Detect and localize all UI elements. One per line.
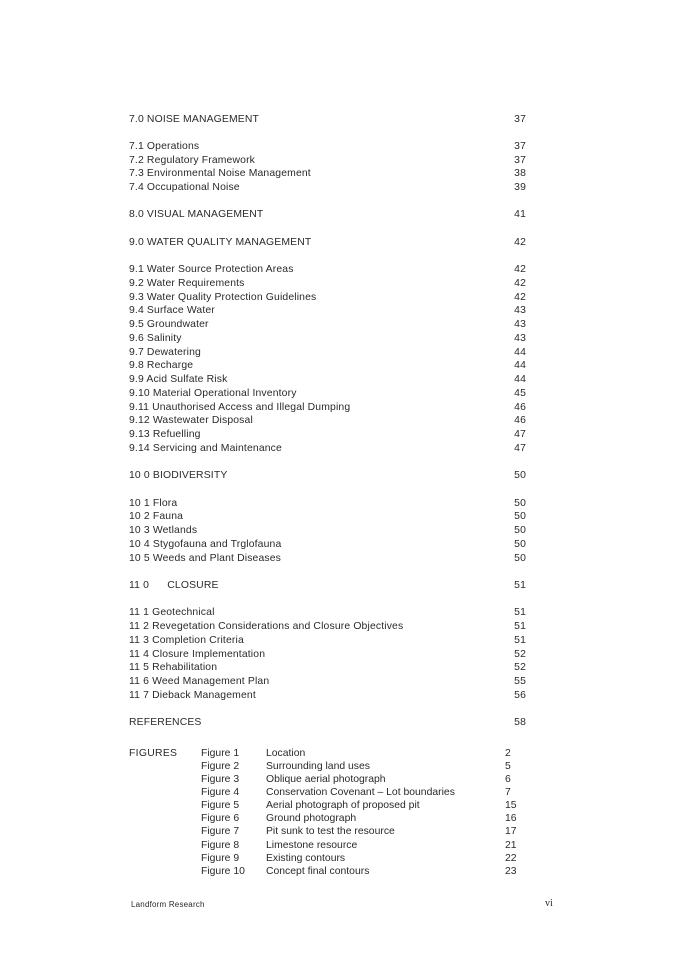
toc-page: 50 [514, 553, 526, 564]
toc-title: 11 1 Geotechnical [129, 607, 215, 618]
toc-title: 10 1 Flora [129, 498, 178, 509]
toc-title: 7.4 Occupational Noise [129, 182, 240, 193]
toc-page: 42 [514, 278, 526, 289]
toc-title: 9.5 Groundwater [129, 319, 209, 330]
toc-entry [129, 113, 526, 127]
figure-entry [0, 760, 511, 774]
figure-page: 5 [505, 761, 511, 772]
toc-title: 11 2 Revegetation Considerations and Closure Objectives [129, 621, 404, 632]
toc-title: 9.10 Material Operational Inventory [129, 388, 297, 399]
toc-entry [129, 620, 526, 634]
figure-label: Figure 6 [201, 813, 240, 824]
figure-label: Figure 8 [201, 840, 240, 851]
toc-title: 9.8 Recharge [129, 360, 194, 371]
figure-label: Figure 3 [201, 774, 240, 785]
toc-entry [129, 387, 526, 401]
toc-page: 43 [514, 319, 526, 330]
toc-title: 9.11 Unauthorised Access and Illegal Dumping [129, 402, 351, 413]
toc-title: 11 0 CLOSURE [129, 580, 219, 591]
toc-page: 37 [514, 114, 526, 125]
toc-page: 46 [514, 402, 526, 413]
figure-caption: Pit sunk to test the resource [266, 826, 395, 837]
footer-page-number: vi [545, 898, 553, 909]
figure-page: 15 [505, 800, 517, 811]
figure-label: Figure 10 [201, 866, 245, 877]
toc-title: 7.1 Operations [129, 141, 200, 152]
toc-title: 9.9 Acid Sulfate Risk [129, 374, 228, 385]
toc-entry [129, 634, 526, 648]
toc-entry [129, 552, 526, 566]
toc-page: 51 [514, 635, 526, 646]
toc-page: 52 [514, 662, 526, 673]
toc-entry [129, 648, 526, 662]
toc-title: 11 3 Completion Criteria [129, 635, 244, 646]
figure-label: Figure 7 [201, 826, 240, 837]
figure-label: Figure 4 [201, 787, 240, 798]
toc-entry [129, 304, 526, 318]
figure-label: Figure 2 [201, 761, 240, 772]
figure-caption: Aerial photograph of proposed pit [266, 800, 420, 811]
toc-title: 11 7 Dieback Management [129, 690, 256, 701]
toc-page: 42 [514, 237, 526, 248]
figures-heading: FIGURES [129, 748, 178, 759]
toc-entry [129, 414, 526, 428]
toc-entry [129, 167, 526, 181]
figure-entry [0, 786, 511, 800]
toc-title: 9.2 Water Requirements [129, 278, 245, 289]
toc-entry [129, 497, 526, 511]
figure-entry [0, 812, 517, 826]
toc-title: 9.6 Salinity [129, 333, 182, 344]
toc-page: 50 [514, 511, 526, 522]
toc-page: 47 [514, 429, 526, 440]
toc-title: 9.14 Servicing and Maintenance [129, 443, 282, 454]
toc-page: 50 [514, 470, 526, 481]
toc-title: 10 4 Stygofauna and Trglofauna [129, 539, 282, 550]
figure-label: Figure 1 [201, 748, 240, 759]
toc-entry [129, 236, 526, 250]
toc-entry [129, 154, 526, 168]
toc-entry [129, 346, 526, 360]
figure-page: 23 [505, 866, 517, 877]
figure-page: 17 [505, 826, 517, 837]
toc-page: 42 [514, 292, 526, 303]
toc-title: 10 3 Wetlands [129, 525, 198, 536]
toc-title: 9.3 Water Quality Protection Guidelines [129, 292, 317, 303]
figure-caption: Surrounding land uses [266, 761, 370, 772]
toc-entry [129, 661, 526, 675]
toc-title: 9.12 Wastewater Disposal [129, 415, 253, 426]
toc-title: 9.0 WATER QUALITY MANAGEMENT [129, 237, 312, 248]
figure-page: 16 [505, 813, 517, 824]
toc-entry [129, 428, 526, 442]
figure-entry [0, 839, 517, 853]
toc-title: 7.2 Regulatory Framework [129, 155, 256, 166]
toc-page: 50 [514, 525, 526, 536]
toc-entry [129, 332, 526, 346]
toc-page: 43 [514, 333, 526, 344]
figure-entry [0, 852, 517, 866]
toc-page: 52 [514, 649, 526, 660]
toc-entry [129, 689, 526, 703]
toc-title: 9.7 Dewatering [129, 347, 201, 358]
toc-entry [129, 469, 526, 483]
toc-title: 9.1 Water Source Protection Areas [129, 264, 294, 275]
toc-entry [129, 318, 526, 332]
toc-page: 50 [514, 539, 526, 550]
toc-page: 37 [514, 155, 526, 166]
figure-caption: Oblique aerial photograph [266, 774, 386, 785]
toc-entry [129, 277, 526, 291]
toc-page: 56 [514, 690, 526, 701]
toc-title: 11 6 Weed Management Plan [129, 676, 270, 687]
figure-entry [0, 799, 517, 813]
toc-page: 58 [514, 717, 526, 728]
figure-page: 7 [505, 787, 511, 798]
figure-page: 6 [505, 774, 511, 785]
toc-title: 11 4 Closure Implementation [129, 649, 266, 660]
toc-entry [129, 442, 526, 456]
toc-entry [129, 140, 526, 154]
toc-entry [129, 263, 526, 277]
toc-entry [129, 510, 526, 524]
toc-title: REFERENCES [129, 717, 202, 728]
figure-entry [0, 865, 517, 879]
toc-page: 51 [514, 607, 526, 618]
toc-page: 51 [514, 580, 526, 591]
toc-entry [129, 716, 526, 730]
toc-page: 42 [514, 264, 526, 275]
figure-caption: Concept final contours [266, 866, 370, 877]
toc-title: 7.3 Environmental Noise Management [129, 168, 311, 179]
figure-caption: Existing contours [266, 853, 346, 864]
toc-page: 44 [514, 374, 526, 385]
toc-entry [129, 181, 526, 195]
toc-page: 47 [514, 443, 526, 454]
toc-page: 45 [514, 388, 526, 399]
toc-page: 39 [514, 182, 526, 193]
toc-title: 7.0 NOISE MANAGEMENT [129, 114, 260, 125]
footer-organization: Landform Research [131, 900, 205, 909]
toc-page: 55 [514, 676, 526, 687]
toc-page: 46 [514, 415, 526, 426]
figure-entry [0, 825, 517, 839]
figure-page: 22 [505, 853, 517, 864]
toc-page: 41 [514, 209, 526, 220]
toc-entry [129, 401, 526, 415]
figure-caption: Location [266, 748, 306, 759]
toc-page: 38 [514, 168, 526, 179]
toc-title: 9.4 Surface Water [129, 305, 215, 316]
toc-title: 8.0 VISUAL MANAGEMENT [129, 209, 264, 220]
toc-entry [129, 291, 526, 305]
figure-entry [0, 773, 511, 787]
toc-page: 44 [514, 347, 526, 358]
figure-caption: Ground photograph [266, 813, 357, 824]
toc-page: 51 [514, 621, 526, 632]
toc-title: 10 2 Fauna [129, 511, 184, 522]
toc-entry [129, 606, 526, 620]
toc-entry [129, 524, 526, 538]
figure-label: Figure 5 [201, 800, 240, 811]
toc-title: 9.13 Refuelling [129, 429, 201, 440]
toc-entry [129, 579, 526, 593]
toc-entry [129, 208, 526, 222]
toc-page: 37 [514, 141, 526, 152]
toc-title: 10 5 Weeds and Plant Diseases [129, 553, 282, 564]
figure-page: 2 [505, 748, 511, 759]
toc-page: 43 [514, 305, 526, 316]
figure-caption: Limestone resource [266, 840, 358, 851]
figure-caption: Conservation Covenant – Lot boundaries [266, 787, 455, 798]
figure-page: 21 [505, 840, 517, 851]
toc-entry [129, 359, 526, 373]
figure-entry [0, 747, 511, 761]
toc-title: 10 0 BIODIVERSITY [129, 470, 228, 481]
toc-page: 50 [514, 498, 526, 509]
toc-page: 44 [514, 360, 526, 371]
toc-title: 11 5 Rehabilitation [129, 662, 218, 673]
figure-label: Figure 9 [201, 853, 240, 864]
toc-entry [129, 373, 526, 387]
toc-entry [129, 538, 526, 552]
toc-entry [129, 675, 526, 689]
